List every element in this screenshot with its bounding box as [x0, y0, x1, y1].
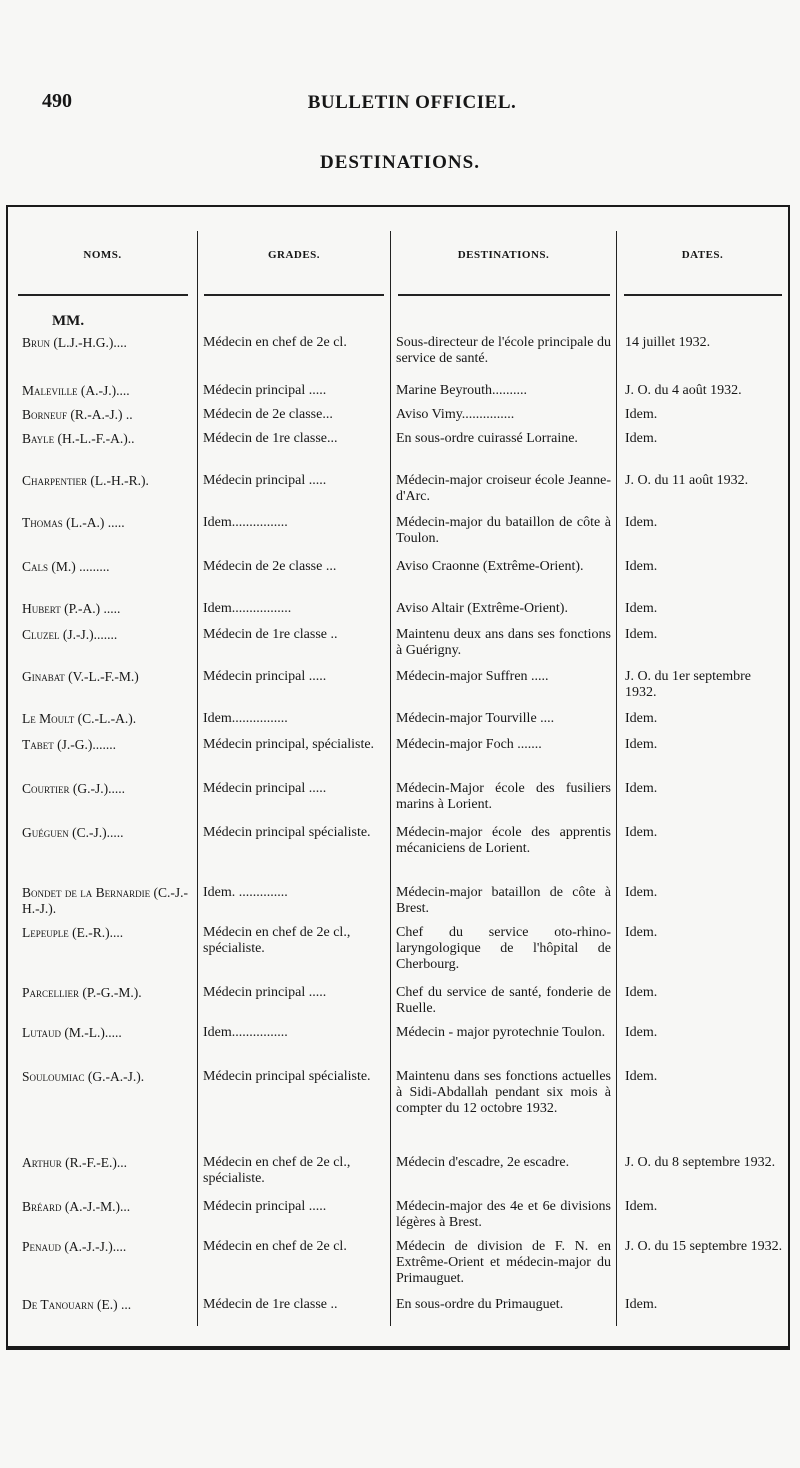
row-date-cell: Idem. [625, 985, 658, 1000]
row-name-cell: Ginabat (V.-L.-F.-M.) [22, 669, 139, 684]
table-row [8, 559, 788, 575]
row-date-cell: J. O. du 11 août 1932. [625, 473, 749, 488]
row-destination-cell: Médecin-major Foch ....... [396, 737, 542, 752]
page-number: 490 [42, 90, 72, 112]
row-name-cell: Lutaud (M.-L.)..... [22, 1025, 122, 1040]
row-destination-cell: Médecin-major Suffren ..... [396, 669, 549, 684]
row-date-cell: Idem. [625, 781, 658, 796]
row-name-cell: Courtier (G.-J.)..... [22, 781, 125, 796]
row-destination-cell: Aviso Vimy............... [396, 407, 515, 422]
row-grade-cell: Médecin principal ..... [203, 473, 327, 488]
row-name-cell: Thomas (L.-A.) ..... [22, 515, 125, 530]
table-row [8, 737, 788, 753]
row-grade-cell: Médecin de 1re classe .. [203, 627, 338, 642]
row-grade-cell: Idem. .............. [203, 885, 288, 900]
row-destination-cell: Médecin d'escadre, 2e escadre. [396, 1155, 570, 1170]
header-rule [204, 294, 384, 296]
row-date-cell: Idem. [625, 407, 658, 422]
row-name-cell: Borneuf (R.-A.-J.) .. [22, 407, 133, 422]
table-row [8, 383, 788, 399]
table-row [8, 1199, 788, 1231]
row-name-cell: Parcellier (P.-G.-M.). [22, 985, 142, 1000]
row-destination-cell: Maintenu dans ses fonctions actuelles à Sidi-Abdallah pendant six mois à compter du 12 octobre 1932. [396, 1069, 611, 1116]
table-row [8, 1297, 788, 1313]
row-grade-cell: Médecin principal ..... [203, 985, 327, 1000]
row-name-cell: Tabet (J.-G.)....... [22, 737, 116, 752]
row-name-cell: Arthur (R.-F.-E.)... [22, 1155, 127, 1170]
row-destination-cell: Médecin-major Tourville .... [396, 711, 555, 726]
row-name-cell: Le Moult (C.-L.-A.). [22, 711, 137, 726]
row-date-cell: J. O. du 8 septembre 1932. [625, 1155, 776, 1170]
row-name-cell: Penaud (A.-J.-J.).... [22, 1239, 127, 1254]
row-grade-cell: Médecin de 1re classe .. [203, 1297, 338, 1312]
row-destination-cell: Médecin-major école des apprentis mécaniciens de Lorient. [396, 825, 611, 856]
column-header-noms: NOMS. [83, 249, 122, 261]
row-name-cell: Bondet de la Bernardie (C.-J.-H.-J.). [22, 885, 188, 916]
section-title: DESTINATIONS. [320, 152, 480, 173]
row-name-cell: Brun (L.J.-H.G.).... [22, 335, 127, 350]
table-row [8, 1025, 788, 1041]
row-grade-cell: Idem................. [203, 601, 292, 616]
table-row [8, 885, 788, 917]
row-grade-cell: Idem................ [203, 711, 288, 726]
row-name-cell: Souloumiac (G.-A.-J.). [22, 1069, 145, 1084]
row-date-cell: Idem. [625, 885, 658, 900]
column-header-destinations: DESTINATIONS. [457, 249, 550, 261]
header-rule [398, 294, 610, 296]
table-row [8, 925, 788, 973]
row-date-cell: Idem. [625, 627, 658, 642]
row-grade-cell: Médecin en chef de 2e cl., spécialiste. [203, 925, 351, 956]
row-grade-cell: Médecin en chef de 2e cl., spécialiste. [203, 1155, 351, 1186]
row-date-cell: 14 juillet 1932. [625, 335, 711, 350]
row-date-cell: Idem. [625, 1069, 658, 1084]
row-name-cell: Bayle (H.-L.-F.-A.).. [22, 431, 135, 446]
row-name-cell: De Tanouarn (E.) ... [22, 1297, 132, 1312]
row-grade-cell: Médecin principal ..... [203, 781, 327, 796]
destinations-table [6, 205, 790, 1350]
row-name-cell: Cluzel (J.-J.)....... [22, 627, 118, 642]
salutation: MM. [52, 313, 85, 329]
table-row [8, 627, 788, 659]
header-rule [624, 294, 782, 296]
row-name-cell: Hubert (P.-A.) ..... [22, 601, 121, 616]
row-destination-cell: Aviso Craonne (Extrême-Orient). [396, 559, 584, 574]
table-row [8, 985, 788, 1017]
row-date-cell: Idem. [625, 925, 658, 940]
row-date-cell: Idem. [625, 431, 658, 446]
row-grade-cell: Médecin principal ..... [203, 383, 327, 398]
row-date-cell: J. O. du 1er septembre 1932. [625, 669, 751, 700]
row-name-cell: Cals (M.) ......... [22, 559, 110, 574]
row-destination-cell: Médecin-major des 4e et 6e divisions légères à Brest. [396, 1199, 611, 1230]
table-row [8, 335, 788, 367]
table-row [8, 601, 788, 617]
row-date-cell: Idem. [625, 1297, 658, 1312]
row-grade-cell: Médecin principal, spécialiste. [203, 737, 375, 752]
row-date-cell: Idem. [625, 601, 658, 616]
row-date-cell: Idem. [625, 737, 658, 752]
row-date-cell: Idem. [625, 515, 658, 530]
row-destination-cell: Marine Beyrouth.......... [396, 383, 528, 398]
row-grade-cell: Idem................ [203, 1025, 288, 1040]
row-destination-cell: En sous-ordre du Primauguet. [396, 1297, 564, 1312]
row-grade-cell: Médecin principal spécialiste. [203, 1069, 371, 1084]
row-destination-cell: Chef du service de santé, fonderie de Ruelle. [396, 985, 611, 1016]
row-destination-cell: Sous-directeur de l'école principale du service de santé. [396, 335, 611, 366]
row-grade-cell: Médecin principal ..... [203, 669, 327, 684]
page-header [42, 90, 782, 120]
table-row [8, 515, 788, 547]
row-date-cell: J. O. du 4 août 1932. [625, 383, 742, 398]
row-grade-cell: Médecin de 2e classe ... [203, 559, 337, 574]
row-name-cell: Charpentier (L.-H.-R.). [22, 473, 149, 488]
table-row [8, 473, 788, 505]
column-header-dates: DATES. [681, 249, 724, 261]
row-name-cell: Maleville (A.-J.).... [22, 383, 130, 398]
header-rule [18, 294, 188, 296]
row-date-cell: Idem. [625, 1199, 658, 1214]
row-destination-cell: Médecin - major pyrotechnie Toulon. [396, 1025, 606, 1040]
row-date-cell: Idem. [625, 559, 658, 574]
row-destination-cell: Médecin-Major école des fusiliers marins à Lorient. [396, 781, 611, 812]
table-row [8, 1155, 788, 1187]
table-row [8, 669, 788, 701]
row-date-cell: J. O. du 15 septembre 1932. [625, 1239, 783, 1254]
row-destination-cell: Médecin-major du bataillon de côte à Toulon. [396, 515, 611, 546]
row-grade-cell: Médecin en chef de 2e cl. [203, 335, 347, 350]
row-destination-cell: Aviso Altair (Extrême-Orient). [396, 601, 568, 616]
row-date-cell: Idem. [625, 825, 658, 840]
row-destination-cell: En sous-ordre cuirassé Lorraine. [396, 431, 578, 446]
row-grade-cell: Médecin principal ..... [203, 1199, 327, 1214]
row-destination-cell: Chef du service oto-rhino-laryngologique de l'hôpital de Cherbourg. [396, 925, 611, 972]
table-row [8, 407, 788, 423]
row-name-cell: Lepeuple (E.-R.).... [22, 925, 124, 940]
row-grade-cell: Idem................ [203, 515, 288, 530]
row-date-cell: Idem. [625, 1025, 658, 1040]
row-name-cell: Guéguen (C.-J.)..... [22, 825, 124, 840]
table-row [8, 781, 788, 813]
row-destination-cell: Médecin-major croiseur école Jeanne-d'Arc. [396, 473, 611, 504]
row-grade-cell: Médecin de 1re classe... [203, 431, 338, 446]
table-row [8, 1239, 788, 1287]
table-row [8, 431, 788, 447]
column-header-grades: GRADES. [267, 249, 321, 261]
row-grade-cell: Médecin de 2e classe... [203, 407, 333, 422]
row-grade-cell: Médecin en chef de 2e cl. [203, 1239, 347, 1254]
row-destination-cell: Maintenu deux ans dans ses fonctions à Guérigny. [396, 627, 611, 658]
table-row [8, 1069, 788, 1117]
row-name-cell: Bréard (A.-J.-M.)... [22, 1199, 131, 1214]
row-date-cell: Idem. [625, 711, 658, 726]
table-row [8, 825, 788, 857]
row-destination-cell: Médecin de division de F. N. en Extrême-Orient et médecin-major du Primauguet. [396, 1239, 611, 1286]
row-grade-cell: Médecin principal spécialiste. [203, 825, 371, 840]
row-destination-cell: Médecin-major bataillon de côte à Brest. [396, 885, 611, 916]
table-row [8, 711, 788, 727]
journal-title: BULLETIN OFFICIEL. [307, 92, 517, 113]
